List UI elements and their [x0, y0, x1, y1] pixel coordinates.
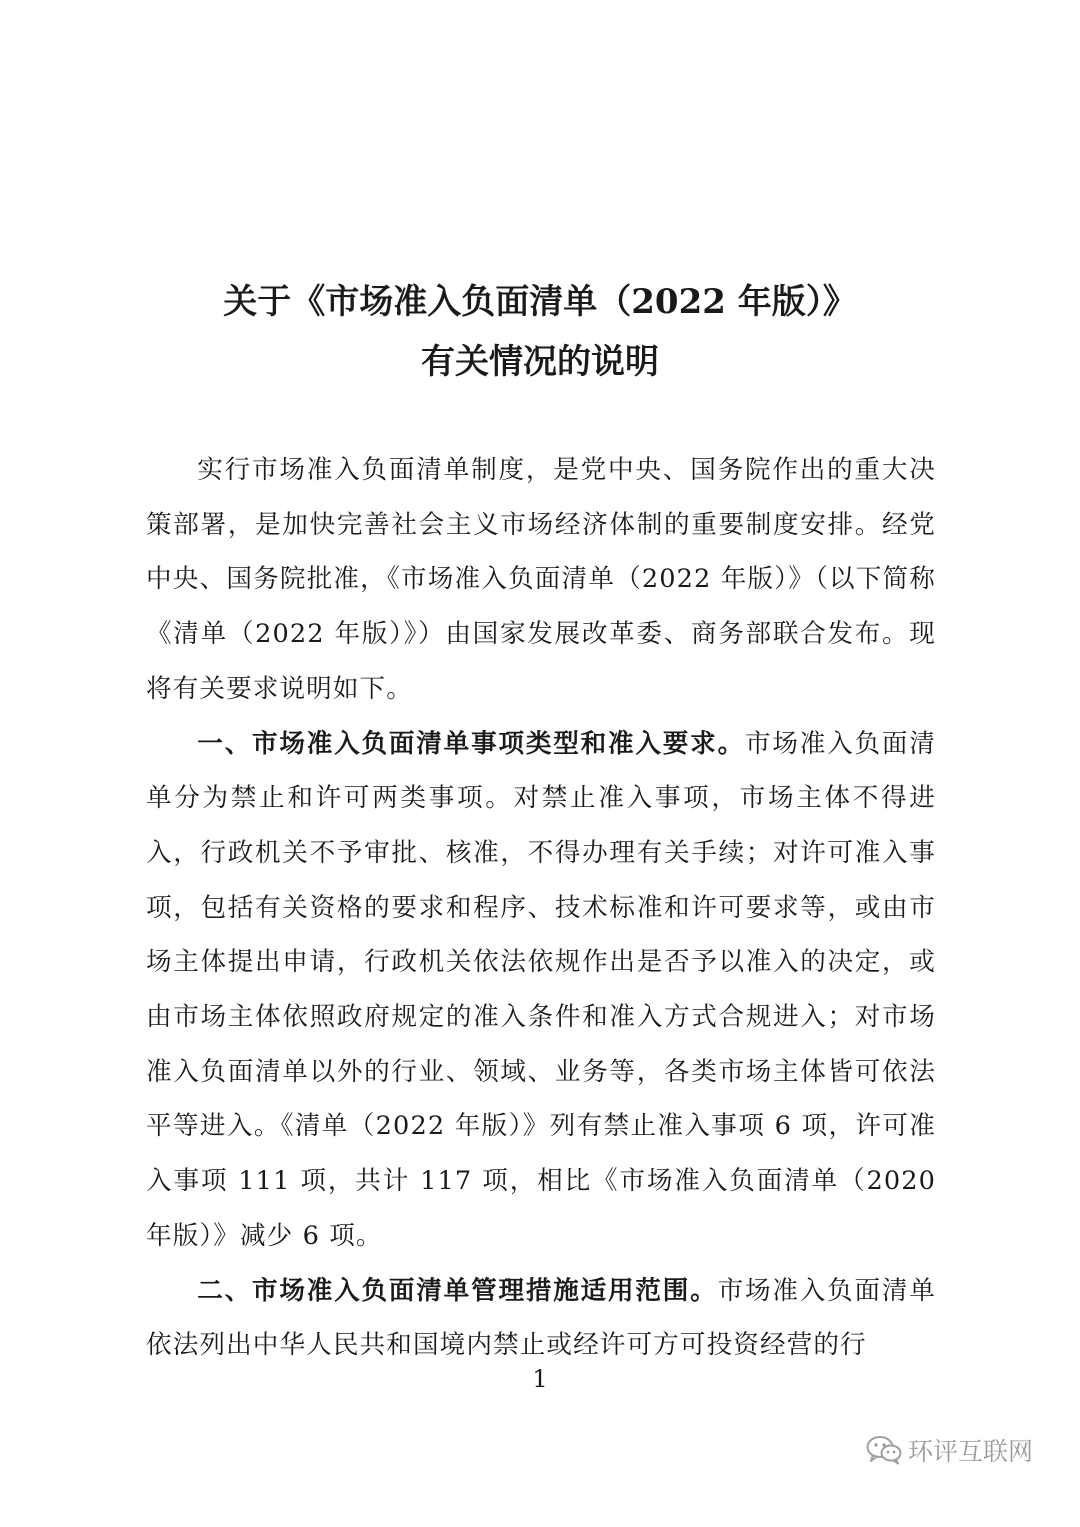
watermark-text: 环评互联网 [908, 1437, 1034, 1466]
paragraph-lead: 二、市场准入负面清单管理措施适用范围。 [197, 1275, 718, 1306]
paragraph-text: 市场准入负面清单分为禁止和许可两类事项。对禁止准入事项，市场主体不得进入，行政机关不予审批、核准，不得办理有关手续；对许可准入事项，包括有关资格的要求和程序、技术标准和许可要求等，或由市场主体提出申请，行政机关依法依规作出是否予以准入的决定，或由市场主体依照政府规定的准入条件和准入方式合规进入；对市场准入负面清单以外的行业、领域、业务等，各类市场主体皆可依法平等进入。《清单（2022 年版）》列有禁止准入事项 6 项，许可准入事项 111 项，共计 117 项，相比《市场准入负面清单（2020 年版）》减少 6 项。 [146, 728, 936, 1251]
paragraph-section-2 [146, 1264, 936, 1373]
wechat-icon [866, 1435, 902, 1465]
paragraph-text: 市场准入负面清单依法列出中华人民共和国境内禁止或经许可方可投资经营的行 [146, 1275, 936, 1361]
paragraph-intro [146, 443, 936, 717]
paragraph-text: 实行市场准入负面清单制度，是党中央、国务院作出的重大决策部署，是加快完善社会主义市场经济体制的重要制度安排。经党中央、国务院批准，《市场准入负面清单（2022 年版）》（以下简称《清单（2022 年版）》）由国家发展改革委、商务部联合发布。现将有关要求说明如下。 [146, 455, 936, 704]
watermark [866, 1430, 1033, 1470]
document-body [146, 443, 936, 1373]
paragraph-lead: 一、市场准入负面清单事项类型和准入要求。 [197, 728, 745, 759]
document-title-line-2: 有关情况的说明 [421, 342, 659, 382]
paragraph-section-1 [146, 717, 936, 1264]
document-title-line-1: 关于《市场准入负面清单（2022 年版）》 [223, 282, 857, 322]
page-number: 1 [532, 1365, 548, 1393]
